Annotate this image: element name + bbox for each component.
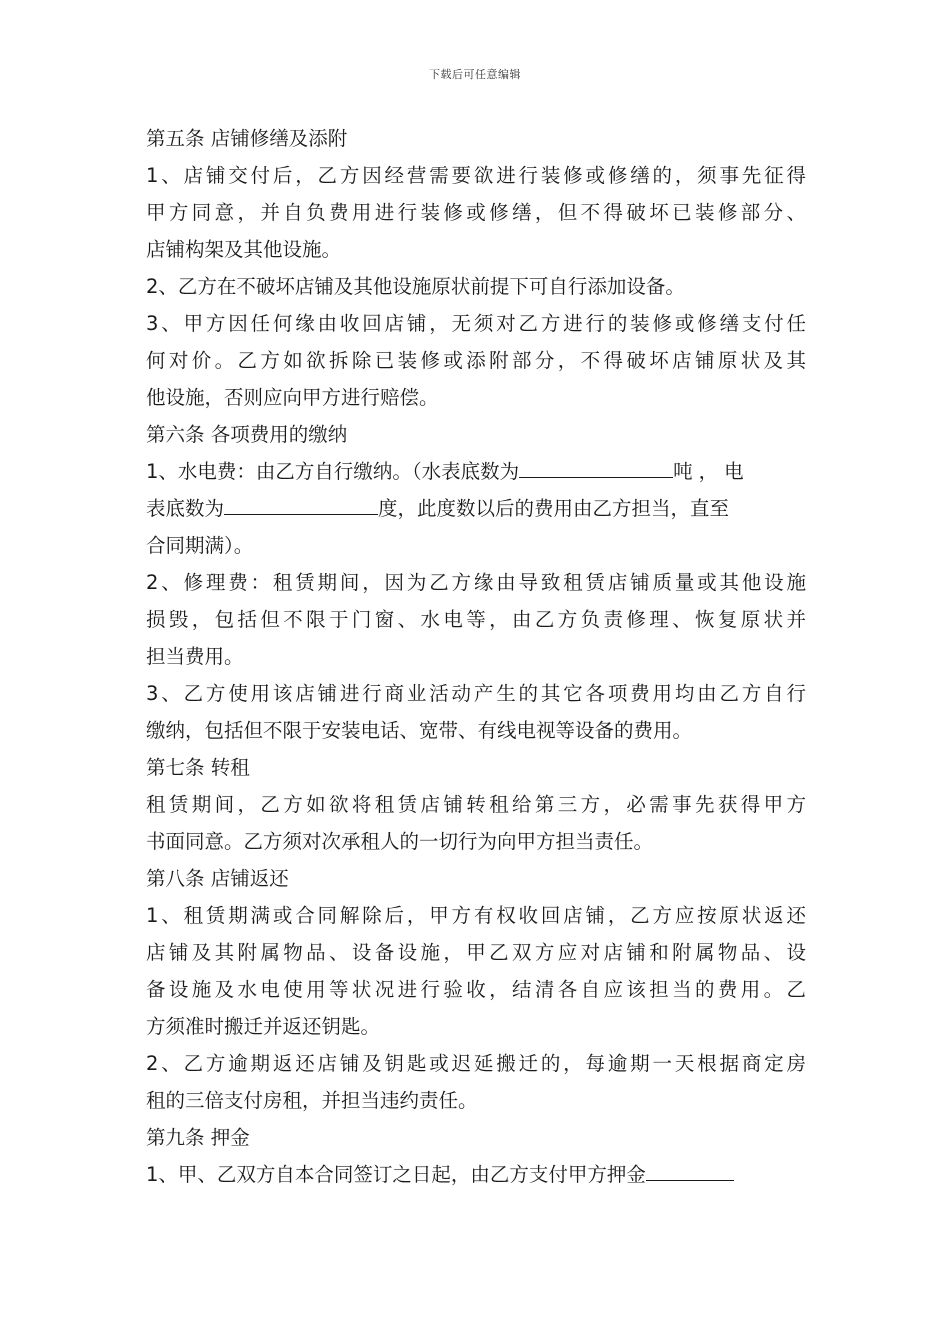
text-fragment: 吨，电 xyxy=(673,460,750,483)
paragraph-line: 备设施及水电使用等状况进行验收，结清各自应该担当的费用。乙 xyxy=(146,978,806,1001)
deposit-amount-blank[interactable] xyxy=(646,1156,734,1181)
section-heading: 第八条 店铺返还 xyxy=(146,867,289,890)
paragraph-line: 何对价。乙方如欲拆除已装修或添附部分，不得破坏店铺原状及其 xyxy=(146,349,806,372)
paragraph-line: 合同期满）。 xyxy=(146,534,254,557)
paragraph-line: 书面同意。乙方须对次承租人的一切行为向甲方担当责任。 xyxy=(146,830,654,853)
paragraph-line: 他设施，否则应向甲方进行赔偿。 xyxy=(146,386,439,409)
paragraph-line: 1、租赁期满或合同解除后，甲方有权收回店铺，乙方应按原状返还 xyxy=(146,904,806,927)
paragraph-line: 租的三倍支付房租，并担当违约责任。 xyxy=(146,1089,478,1112)
page-header: 下载后可任意编辑 xyxy=(429,68,521,81)
paragraph-line: 租赁期间，乙方如欲将租赁店铺转租给第三方，必需事先获得甲方 xyxy=(146,793,806,816)
paragraph-line: 3、乙方使用该店铺进行商业活动产生的其它各项费用均由乙方自行 xyxy=(146,682,806,705)
paragraph-line: 2、乙方在不破坏店铺及其他设施原状前提下可自行添加设备。 xyxy=(146,275,685,298)
paragraph-line: 2、修理费：租赁期间，因为乙方缘由导致租赁店铺质量或其他设施 xyxy=(146,571,806,594)
paragraph-line xyxy=(146,453,806,490)
paragraph-line: 缴纳，包括但不限于安装电话、宽带、有线电视等设备的费用。 xyxy=(146,719,693,742)
paragraph-line: 2、乙方逾期返还店铺及钥匙或迟延搬迁的，每逾期一天根据商定房 xyxy=(146,1052,806,1075)
section-heading: 第九条 押金 xyxy=(146,1126,250,1149)
paragraph-line: 方须准时搬迁并返还钥匙。 xyxy=(146,1015,381,1038)
text-fragment: 1、水电费：由乙方自行缴纳。（水表底数为 xyxy=(146,460,520,483)
paragraph-line: 3、甲方因任何缘由收回店铺，无须对乙方进行的装修或修缮支付任 xyxy=(146,312,806,335)
paragraph-line xyxy=(146,1156,806,1193)
electric-reading-blank[interactable] xyxy=(224,490,378,515)
section-heading: 第七条 转租 xyxy=(146,756,250,779)
text-fragment: 1、甲、乙双方自本合同签订之日起，由乙方支付甲方押金 xyxy=(146,1163,646,1186)
paragraph-line: 损毁，包括但不限于门窗、水电等，由乙方负责修理、恢复原状并 xyxy=(146,608,806,631)
paragraph-line: 担当费用。 xyxy=(146,645,244,668)
paragraph-line xyxy=(146,490,806,527)
water-reading-blank[interactable] xyxy=(519,453,673,478)
text-fragment: 度，此度数以后的费用由乙方担当，直至 xyxy=(378,497,730,520)
paragraph-line: 店铺构架及其他设施。 xyxy=(146,238,342,261)
paragraph-line: 甲方同意，并自负费用进行装修或修缮，但不得破坏已装修部分、 xyxy=(146,201,806,224)
paragraph-line: 1、店铺交付后，乙方因经营需要欲进行装修或修缮的，须事先征得 xyxy=(146,164,806,187)
text-fragment: 表底数为 xyxy=(146,497,225,520)
section-heading: 第五条 店铺修缮及添附 xyxy=(146,127,348,150)
section-heading: 第六条 各项费用的缴纳 xyxy=(146,423,348,446)
paragraph-line: 店铺及其附属物品、设备设施，甲乙双方应对店铺和附属物品、设 xyxy=(146,941,806,964)
document-body xyxy=(146,120,806,1193)
